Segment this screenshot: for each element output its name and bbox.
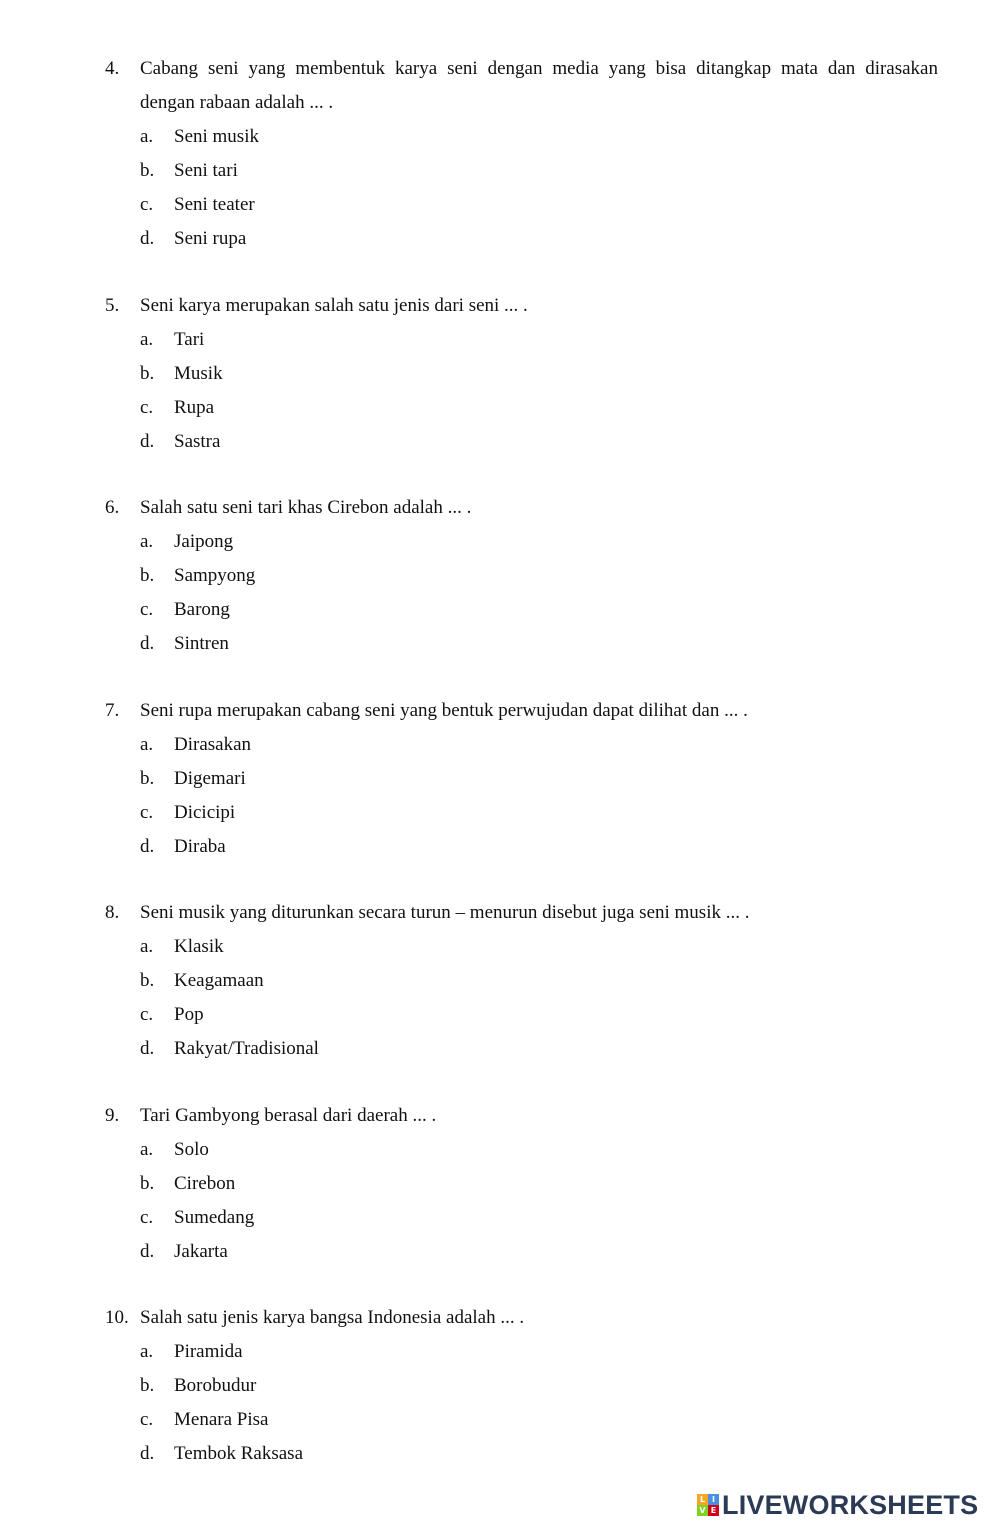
- logo-text: LIVEWORKSHEETS: [722, 1489, 979, 1520]
- option-a[interactable]: [0, 930, 1000, 964]
- option-letter: c.: [140, 397, 154, 418]
- option-letter: b.: [140, 768, 155, 789]
- option-d[interactable]: [0, 1235, 1000, 1269]
- option-text: Sampyong: [174, 565, 256, 586]
- question-number: 9.: [105, 1105, 120, 1126]
- question-text-line2: dengan rabaan adalah ... .: [140, 92, 334, 113]
- option-c[interactable]: [0, 188, 1000, 222]
- question-text: Seni musik yang diturunkan secara turun – menurun disebut juga seni musik ... .: [140, 902, 750, 923]
- option-text: Digemari: [174, 768, 246, 789]
- option-text: Jaipong: [174, 531, 234, 552]
- question-stem: [0, 289, 1000, 323]
- option-text: Keagamaan: [174, 970, 264, 991]
- logo-mark-cell: E: [708, 1505, 719, 1516]
- option-b[interactable]: [0, 964, 1000, 998]
- option-text: Cirebon: [174, 1173, 236, 1194]
- option-text: Musik: [174, 363, 223, 384]
- option-list: [0, 930, 1000, 1066]
- logo-mark-cell: I: [708, 1494, 719, 1505]
- option-text: Rakyat/Tradisional: [174, 1038, 319, 1059]
- question-9: [0, 1099, 1000, 1262]
- option-letter: b.: [140, 1173, 155, 1194]
- option-text: Rupa: [174, 397, 215, 418]
- question-number: 7.: [105, 700, 120, 721]
- option-text: Menara Pisa: [174, 1409, 269, 1430]
- option-text: Solo: [174, 1139, 209, 1160]
- question-number: 4.: [105, 58, 120, 79]
- option-text: Klasik: [174, 936, 224, 957]
- option-b[interactable]: [0, 762, 1000, 796]
- option-list: [0, 323, 1000, 459]
- option-text: Tembok Raksasa: [174, 1443, 304, 1464]
- option-letter: c.: [140, 1409, 154, 1430]
- question-stem: [0, 491, 1000, 525]
- option-letter: b.: [140, 1375, 155, 1396]
- question-text: Seni karya merupakan salah satu jenis dari seni ... .: [140, 295, 528, 316]
- question-stem: [0, 896, 1000, 930]
- option-c[interactable]: [0, 1403, 1000, 1437]
- option-text: Piramida: [174, 1341, 243, 1362]
- question-8: [0, 896, 1000, 1059]
- option-text: Borobudur: [174, 1375, 257, 1396]
- option-letter: a.: [140, 936, 154, 957]
- question-5: [0, 289, 1000, 452]
- option-a[interactable]: [0, 728, 1000, 762]
- option-list: [0, 1133, 1000, 1269]
- question-stem: [0, 1099, 1000, 1133]
- question-4: [0, 52, 1000, 249]
- option-a[interactable]: [0, 525, 1000, 559]
- option-text: Pop: [174, 1004, 204, 1025]
- option-text: Diraba: [174, 836, 226, 857]
- question-number: 5.: [105, 295, 120, 316]
- option-text: Jakarta: [174, 1241, 228, 1262]
- option-letter: b.: [140, 363, 155, 384]
- question-6: [0, 491, 1000, 654]
- option-letter: c.: [140, 1207, 154, 1228]
- question-number: 10.: [105, 1307, 129, 1328]
- question-text: Seni rupa merupakan cabang seni yang bentuk perwujudan dapat dilihat dan ... .: [140, 700, 748, 721]
- question-stem: [0, 1301, 1000, 1335]
- option-text: Dirasakan: [174, 734, 252, 755]
- question-stem: [0, 694, 1000, 728]
- question-text: Salah satu jenis karya bangsa Indonesia adalah ... .: [140, 1307, 525, 1328]
- option-letter: c.: [140, 1004, 154, 1025]
- option-letter: b.: [140, 160, 155, 181]
- option-c[interactable]: [0, 998, 1000, 1032]
- option-d[interactable]: [0, 425, 1000, 459]
- option-letter: a.: [140, 1139, 154, 1160]
- option-d[interactable]: [0, 627, 1000, 661]
- option-list: [0, 1335, 1000, 1471]
- logo-mark-icon: [697, 1494, 719, 1516]
- question-7: [0, 694, 1000, 857]
- question-10: [0, 1301, 1000, 1464]
- option-d[interactable]: [0, 1437, 1000, 1471]
- option-text: Barong: [174, 599, 230, 620]
- option-list: [0, 120, 1000, 256]
- option-letter: d.: [140, 431, 155, 452]
- question-number: 6.: [105, 497, 120, 518]
- option-list: [0, 525, 1000, 661]
- option-c[interactable]: [0, 796, 1000, 830]
- option-a[interactable]: [0, 323, 1000, 357]
- option-c[interactable]: [0, 593, 1000, 627]
- option-letter: b.: [140, 970, 155, 991]
- option-text: Sumedang: [174, 1207, 255, 1228]
- option-letter: a.: [140, 329, 154, 350]
- question-number: 8.: [105, 902, 120, 923]
- option-a[interactable]: [0, 1335, 1000, 1369]
- option-b[interactable]: [0, 1369, 1000, 1403]
- option-letter: a.: [140, 126, 154, 147]
- option-c[interactable]: [0, 1201, 1000, 1235]
- question-text: Salah satu seni tari khas Cirebon adalah ... .: [140, 497, 472, 518]
- option-letter: c.: [140, 802, 154, 823]
- option-a[interactable]: [0, 1133, 1000, 1167]
- option-text: Seni rupa: [174, 228, 247, 249]
- option-b[interactable]: [0, 357, 1000, 391]
- option-text: Tari: [174, 329, 205, 350]
- option-letter: a.: [140, 531, 154, 552]
- option-text: Dicicipi: [174, 802, 236, 823]
- option-letter: a.: [140, 734, 154, 755]
- option-text: Seni tari: [174, 160, 238, 181]
- option-d[interactable]: [0, 1032, 1000, 1066]
- option-letter: d.: [140, 1038, 155, 1059]
- option-letter: d.: [140, 1443, 155, 1464]
- option-list: [0, 728, 1000, 864]
- option-letter: d.: [140, 228, 155, 249]
- option-text: Sastra: [174, 431, 221, 452]
- logo-mark-cell: V: [697, 1505, 708, 1516]
- liveworksheets-logo: [697, 1490, 978, 1520]
- question-text: Tari Gambyong berasal dari daerah ... .: [140, 1105, 437, 1126]
- question-text-line1: Cabang seni yang membentuk karya seni dengan media yang bisa ditangkap mata dan dirasakan: [140, 58, 938, 79]
- option-letter: d.: [140, 836, 155, 857]
- option-b[interactable]: [0, 1167, 1000, 1201]
- option-text: Seni teater: [174, 194, 255, 215]
- option-letter: b.: [140, 565, 155, 586]
- option-letter: c.: [140, 194, 154, 215]
- option-letter: c.: [140, 599, 154, 620]
- option-b[interactable]: [0, 559, 1000, 593]
- option-b[interactable]: [0, 154, 1000, 188]
- option-text: Sintren: [174, 633, 229, 654]
- question-stem: [0, 52, 1000, 86]
- option-letter: a.: [140, 1341, 154, 1362]
- option-c[interactable]: [0, 391, 1000, 425]
- option-text: Seni musik: [174, 126, 259, 147]
- logo-mark-cell: L: [697, 1494, 708, 1505]
- question-stem-continued: [0, 86, 1000, 120]
- option-letter: d.: [140, 633, 155, 654]
- option-a[interactable]: [0, 120, 1000, 154]
- option-d[interactable]: [0, 222, 1000, 256]
- option-letter: d.: [140, 1241, 155, 1262]
- option-d[interactable]: [0, 830, 1000, 864]
